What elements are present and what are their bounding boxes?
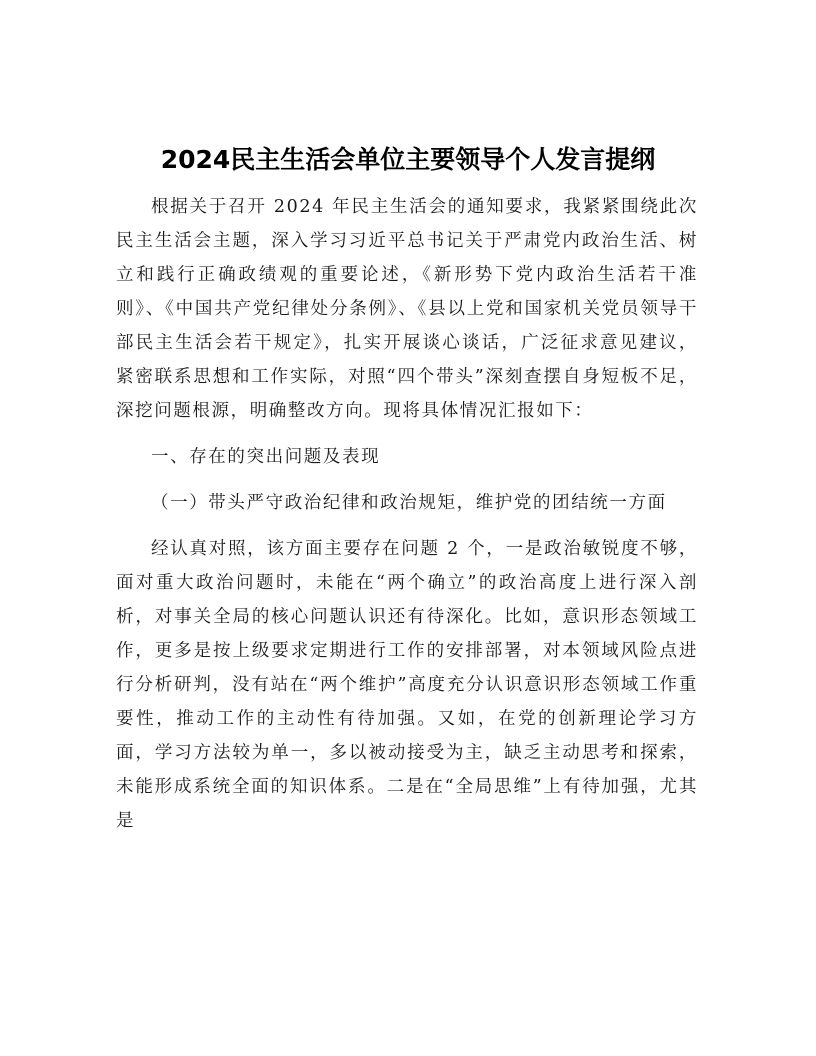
document-body — [116, 190, 698, 850]
section-heading-1: 一、存在的突出问题及表现 — [151, 447, 381, 467]
intro-paragraph: 根据关于召开 2024 年民主生活会的通知要求，我紧紧围绕此次民主生活会主题，深入学习习近平总书记关于严肃党内政治生活、树立和践行正确政绩观的重要论述，《新形势下党内政治生活若干准则》、《中国共产党纪律处分条例》、《县以上党和国家机关党员领导干部民主生活会若干规定》，扎实开展谈心谈话，广泛征求意见建议，紧密联系思想和工作实际，对照“四个带头”深刻查摆自身短板不足，深挖问题根源，明确整改方向。现将具体情况汇报如下： — [116, 197, 698, 421]
document-title: 2024民主生活会单位主要领导个人发言提纲 — [160, 145, 656, 174]
subsection-heading-1: （一）带头严守政治纪律和政治规矩，维护党的团结统一方面 — [151, 493, 667, 513]
body-paragraph: 经认真对照，该方面主要存在问题 2 个，一是政治敏锐度不够，面对重大政治问题时，未能在“两个确立”的政治高度上进行深入剖析，对事关全局的核心问题认识还有待深化。比如，意识形态领域工作，更多是按上级要求定期进行工作的安排部署，对本领域风险点进行分析研判，没有站在“两个维护”高度充分认识意识形态领域工作重要性，推动工作的主动性有待加强。又如，在党的创新理论学习方面，学习方法较为单一，多以被动接受为主，缺乏主动思考和探索，未能形成系统全面的知识体系。二是在“全局思维”上有待加强，尤其是 — [116, 539, 698, 831]
